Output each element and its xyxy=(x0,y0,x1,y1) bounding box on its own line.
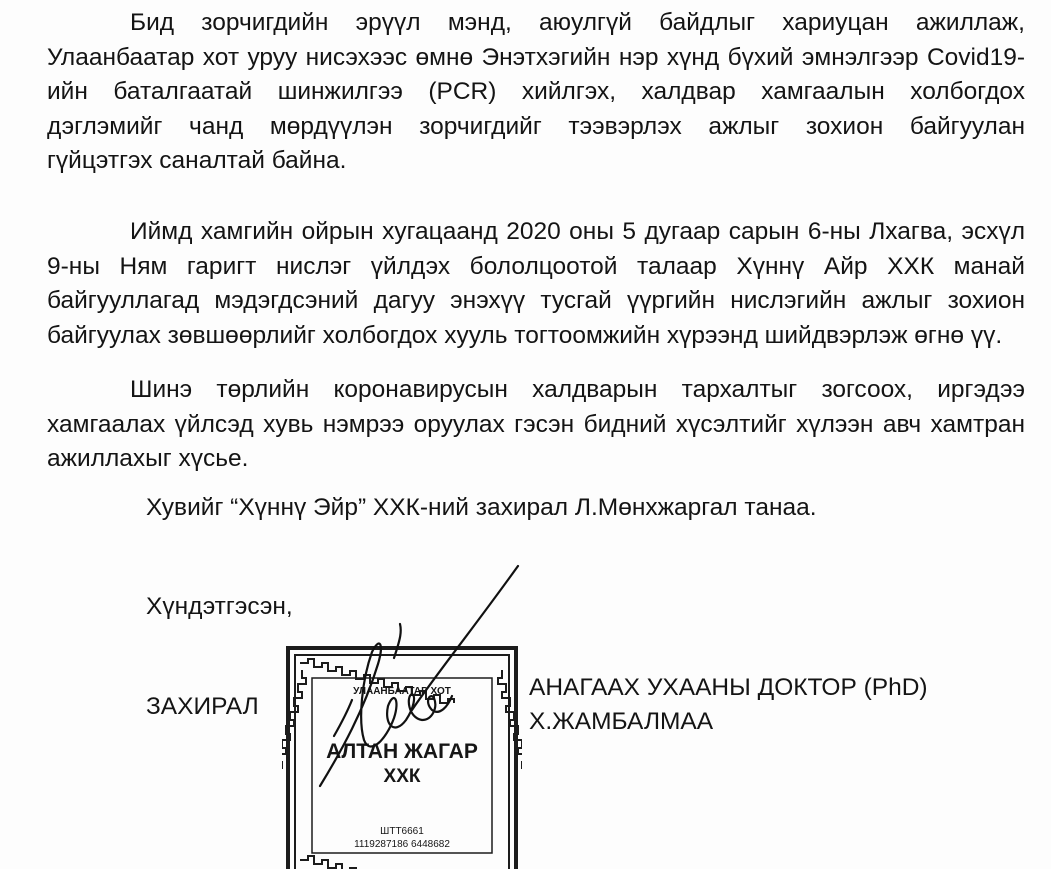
paragraph-line: 9-ны Ням гаригт нислэг үйлдэх бололцоотой талаар Хүннү Айр ХХК манай xyxy=(47,252,1025,280)
paragraph-line: Иймд хамгийн ойрын хугацаанд 2020 оны 5 дугаар сарын 6-ны Лхагва, эсхүл xyxy=(130,218,1025,245)
paragraph-flight-request xyxy=(47,215,1025,353)
stamp-numbers: 1119287186 6448682 xyxy=(354,839,450,850)
company-stamp xyxy=(282,560,522,869)
paragraph-line: байгуулах зөвшөөрлийг холбогдох хууль тогтоомжийн хүрээнд шийдвэрлэж өгнө үү. xyxy=(47,321,1003,349)
stamp-code: ШТТ6661 xyxy=(380,826,424,837)
stamp-company-type: ХХК xyxy=(383,766,421,787)
closing-salutation: Хүндэтгэсэн, xyxy=(146,593,293,620)
paragraph-line: хамгаалах үйлсэд хувь нэмрээ оруулах гэсэн бидний хүсэлтийг хүлээн авч хамтран xyxy=(47,410,1025,438)
signer-block xyxy=(529,671,928,739)
director-title: ЗАХИРАЛ xyxy=(146,693,259,720)
copy-recipient-line: Хувийг “Хүннү Эйр” ХХК-ний захирал Л.Мөнхжаргал танаа. xyxy=(146,494,817,521)
paragraph-line: гүйцэтгэх саналтай байна. xyxy=(47,147,347,174)
paragraph-line: дэглэмийг чанд мөрдүүлэн зорчигдийг тээвэрлэх ажлыг зохион байгуулан xyxy=(47,112,1025,140)
paragraph-line: Бид зорчигдийн эрүүл мэнд, аюулгүй байдлыг хариуцан ажиллаж, xyxy=(130,9,1025,36)
signer-title: АНАГААХ УХААНЫ ДОКТОР (PhD) xyxy=(529,674,928,701)
paragraph-line: байгууллагад мэдэгдсэний дагуу энэхүү тусгай үүргийн нислэгийн ажлыг зохион xyxy=(47,287,1025,314)
paragraph-line: ажиллахыг хүсье. xyxy=(47,445,249,472)
paragraph-line: ийн баталгаатай шинжилгээ (PCR) хийлгэх, халдвар хамгаалын холбогдох xyxy=(47,78,1025,105)
stamp-city: УЛААНБААТАР ХОТ xyxy=(353,686,451,697)
stamp-company: АЛТАН ЖАГАР xyxy=(326,740,478,763)
paragraph-line: Улаанбаатар хот уруу нисэхээс өмнө Энэтхэгийн нэр хүнд бүхий эмнэлгээр Covid19- xyxy=(47,43,1025,71)
paragraph-line: Шинэ төрлийн коронавирусын халдварын тархалтыг зогсоох, иргэдээ xyxy=(130,376,1025,403)
paragraph-safety-measures xyxy=(47,6,1025,179)
paragraph-cooperation xyxy=(47,373,1025,477)
signer-name: Х.ЖАМБАЛМАА xyxy=(529,708,714,735)
